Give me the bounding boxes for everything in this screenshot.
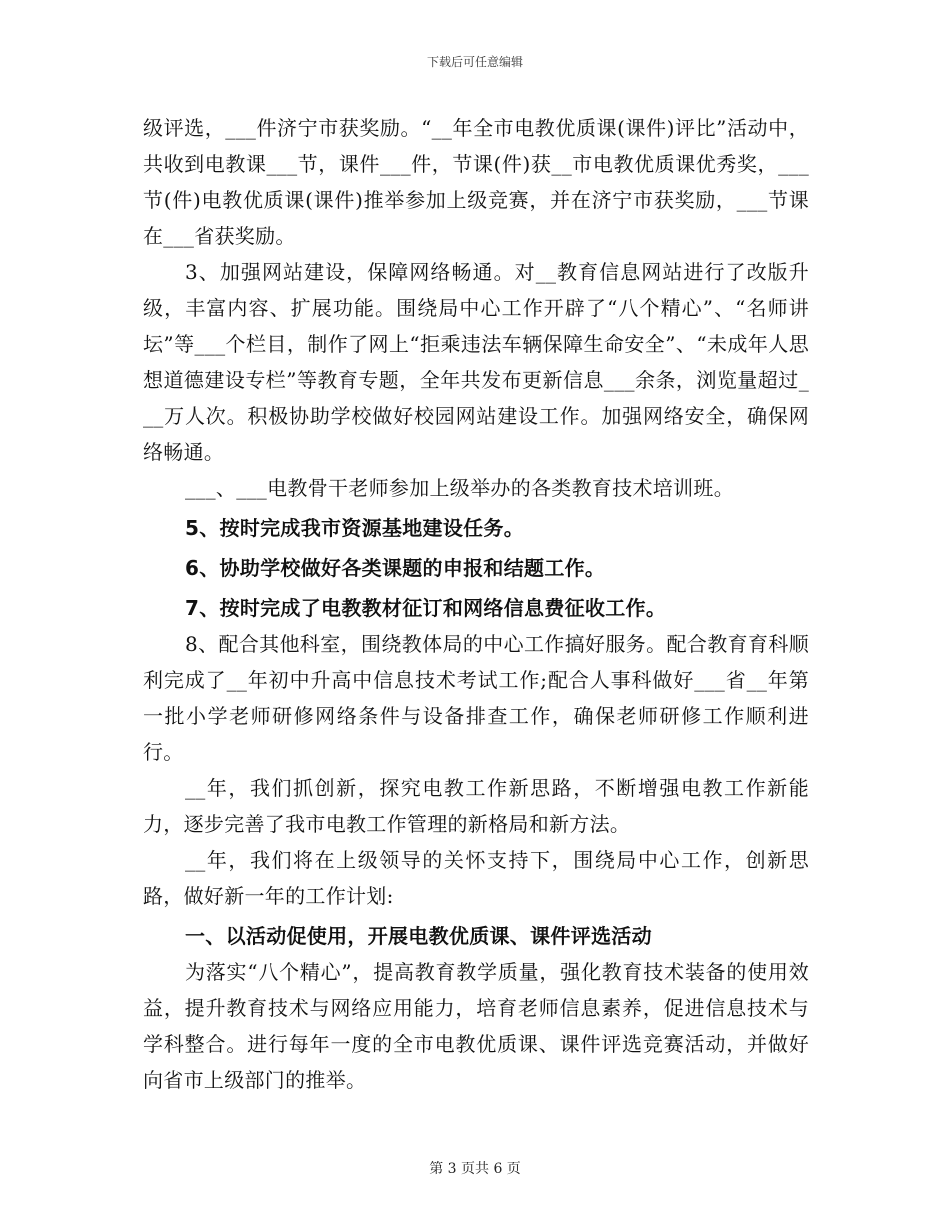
document-body	[143, 110, 809, 1098]
paragraph-innovation: __年，我们抓创新，探究电教工作新思路，不断增强电教工作新能力，逐步完善了我市电教工作管理的新格局和新方法。	[143, 776, 809, 836]
heading-item-7: 7、按时完成了电教教材征订和网络信息费征收工作。	[185, 596, 667, 620]
paragraph-website-construction: 3、加强网站建设，保障网络畅通。对__教育信息网站进行了改版升级，丰富内容、扩展功能。围绕局中心工作开辟了“八个精心”、“名师讲坛”等___个栏目，制作了网上“拒乘违法车辆保障生命安全”、“未成年人思想道德建设专栏”等教育专题，全年共发布更新信息___余条，浏览量超过___万人次。积极协助学校做好校园网站建设工作。加强网络安全，确保网络畅通。	[143, 260, 809, 464]
paragraph-item-8: 8、配合其他科室，围绕教体局的中心工作搞好服务。配合教育育科顺利完成了__年初中升高中信息技术考试工作;配合人事科做好___省__年第一批小学老师研修网络条件与设备排查工作，确保老师研修工作顺利进行。	[143, 632, 809, 764]
page-footer: 第 3 页共 6 页	[429, 1161, 521, 1177]
paragraph-plan-intro: __年，我们将在上级领导的关怀支持下，围绕局中心工作，创新思路，做好新一年的工作计划:	[143, 848, 809, 908]
paragraph-training: ___、___电教骨干老师参加上级举办的各类教育技术培训班。	[185, 476, 734, 500]
paragraph-awards: 级评选，___件济宁市获奖励。“__年全市电教优质课(课件)评比”活动中，共收到电教课___节，课件___件，节课(件)获__市电教优质课优秀奖，___节(件)电教优质课(课件)推举参加上级竞赛，并在济宁市获奖励，___节课在___省获奖励。	[143, 116, 809, 248]
paragraph-plan-detail: 为落实“八个精心”，提高教育教学质量，强化教育技术装备的使用效益，提升教育技术与网络应用能力，培育老师信息素养，促进信息技术与学科整合。进行每年一度的全市电教优质课、课件评选竞赛活动，并做好向省市上级部门的推举。	[143, 960, 809, 1092]
page-header: 下载后可任意编辑	[426, 55, 523, 69]
heading-item-6: 6、协助学校做好各类课题的申报和结题工作。	[185, 556, 606, 580]
heading-item-5: 5、按时完成我市资源基地建设任务。	[185, 516, 525, 540]
section-heading-one: 一、以活动促使用，开展电教优质课、课件评选活动	[185, 924, 652, 948]
